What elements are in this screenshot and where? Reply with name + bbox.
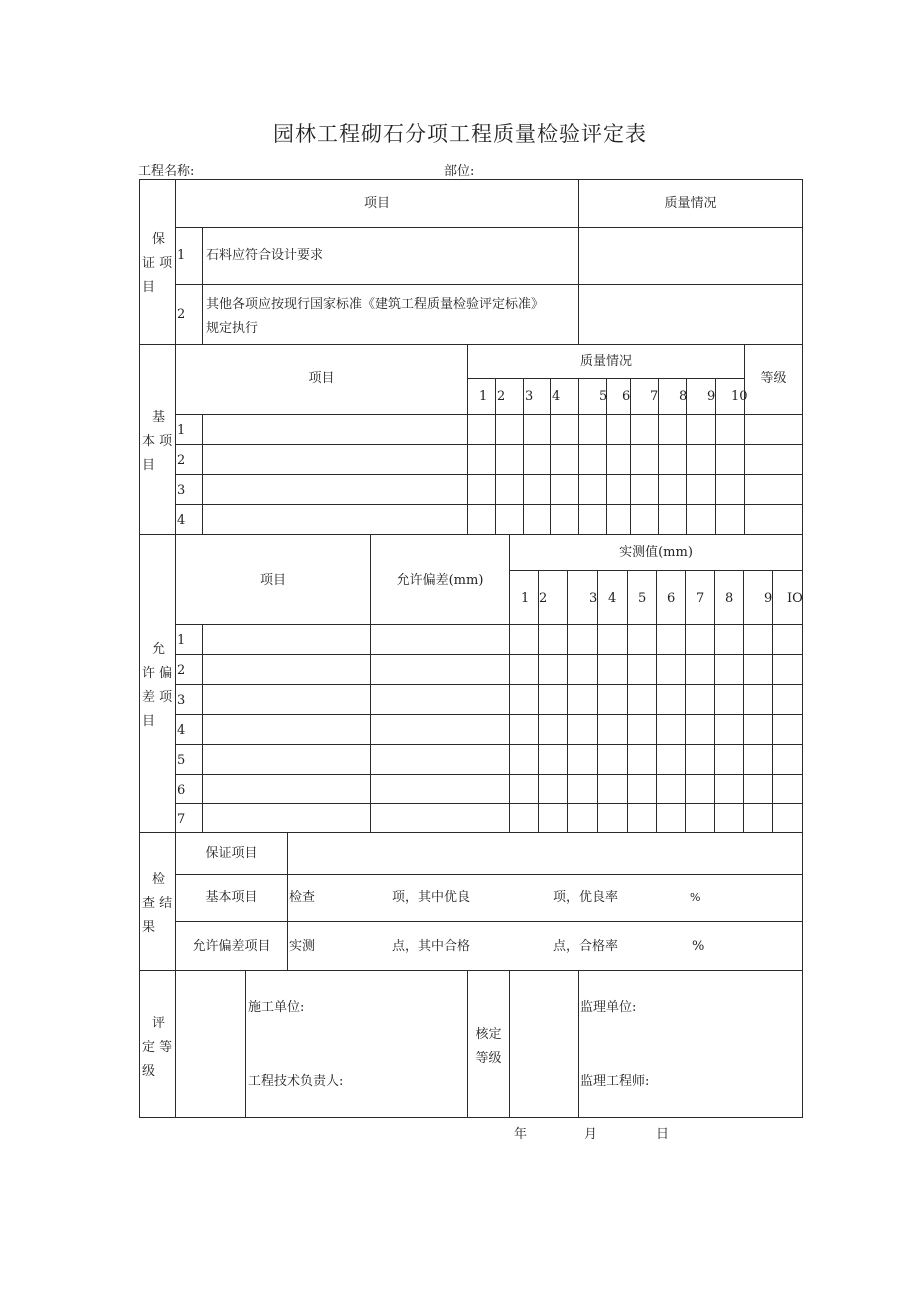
point-number: IO <box>787 591 803 606</box>
row-number: 1 <box>177 248 186 263</box>
inspection-tolerance-label: 允许偏差项目 <box>192 939 271 954</box>
inspection-tolerance-pass: 点，其中合格 <box>392 939 471 954</box>
tolerance-section-label: 允 许 偏 差 项 目 <box>142 642 173 729</box>
verify-grade-label: 核定 <box>475 1027 502 1042</box>
percent-sign: % <box>692 939 705 954</box>
construction-unit-label: 施工单位: <box>248 1000 305 1015</box>
tolerance-allow-header: 允许偏差(mm) <box>396 573 484 588</box>
supervisor-label: 监理工程师: <box>580 1074 650 1089</box>
point-number: 7 <box>696 591 705 606</box>
page-title: 园林工程砌石分项工程质量检验评定表 <box>273 122 647 146</box>
point-number: 1 <box>479 389 488 404</box>
point-number: 3 <box>589 591 598 606</box>
inspection-guarantee-label: 保证项目 <box>205 846 258 861</box>
row-number: 4 <box>177 723 186 738</box>
row-number: 7 <box>177 812 186 827</box>
verify-grade-label-cont: 等级 <box>475 1051 502 1066</box>
guarantee-quality-header: 质量情况 <box>664 196 717 211</box>
basic-section-label: 基 本 项 目 <box>142 410 173 473</box>
supervision-unit-label: 监理单位: <box>580 1000 637 1015</box>
inspection-tolerance-rate: 点，合格率 <box>553 939 619 954</box>
point-number: 8 <box>679 389 688 404</box>
point-number: 7 <box>650 389 659 404</box>
guarantee-item-text-cont: 规定执行 <box>206 321 259 336</box>
point-number: 2 <box>497 389 506 404</box>
date-day: 日 <box>656 1127 670 1142</box>
inspection-basic-label: 基本项目 <box>205 890 258 905</box>
point-number: 3 <box>525 389 534 404</box>
point-number: 9 <box>707 389 716 404</box>
point-number: 6 <box>622 389 631 404</box>
inspection-basic-excellent: 项，其中优良 <box>392 890 471 905</box>
tolerance-item-header: 项目 <box>259 573 286 588</box>
basic-grade-header: 等级 <box>760 371 787 386</box>
date-year: 年 <box>514 1127 528 1142</box>
point-number: 5 <box>638 591 647 606</box>
row-number: 2 <box>177 307 186 322</box>
inspection-basic-check: 检查 <box>289 890 316 905</box>
row-number: 1 <box>177 423 186 438</box>
point-number: 10 <box>731 389 748 404</box>
row-number: 5 <box>177 753 186 768</box>
point-number: 6 <box>667 591 676 606</box>
point-number: 2 <box>539 591 548 606</box>
rating-section-label: 评 定 等 级 <box>142 1016 173 1079</box>
row-number: 6 <box>177 783 186 798</box>
percent-sign: % <box>690 891 701 904</box>
row-number: 3 <box>177 693 186 708</box>
basic-item-header: 项目 <box>308 371 335 386</box>
tech-lead-label: 工程技术负责人: <box>248 1074 344 1089</box>
inspection-section-label: 检 查 结 果 <box>142 872 173 935</box>
point-number: 5 <box>599 389 608 404</box>
guarantee-item-text: 其他各项应按现行国家标准《建筑工程质量检验评定标准》 <box>206 297 545 312</box>
tolerance-measured-header: 实测值(mm) <box>619 545 693 560</box>
row-number: 2 <box>177 453 186 468</box>
row-number: 2 <box>177 663 186 678</box>
inspection-tolerance-measure: 实测 <box>289 939 316 954</box>
point-number: 9 <box>764 591 773 606</box>
basic-quality-header: 质量情况 <box>579 354 632 369</box>
guarantee-item-header: 项目 <box>363 196 390 211</box>
guarantee-item-text: 石料应符合设计要求 <box>206 248 324 263</box>
inspection-basic-rate: 项，优良率 <box>553 890 619 905</box>
point-number: 8 <box>725 591 734 606</box>
guarantee-section-label: 保 证 项 目 <box>142 232 173 295</box>
row-number: 1 <box>177 633 186 648</box>
project-name-label: 工程名称: <box>138 164 195 179</box>
point-number: 4 <box>552 389 561 404</box>
date-month: 月 <box>584 1127 598 1142</box>
row-number: 3 <box>177 483 186 498</box>
point-number: 1 <box>521 591 530 606</box>
location-label: 部位: <box>444 164 475 179</box>
point-number: 4 <box>608 591 617 606</box>
row-number: 4 <box>177 513 186 528</box>
